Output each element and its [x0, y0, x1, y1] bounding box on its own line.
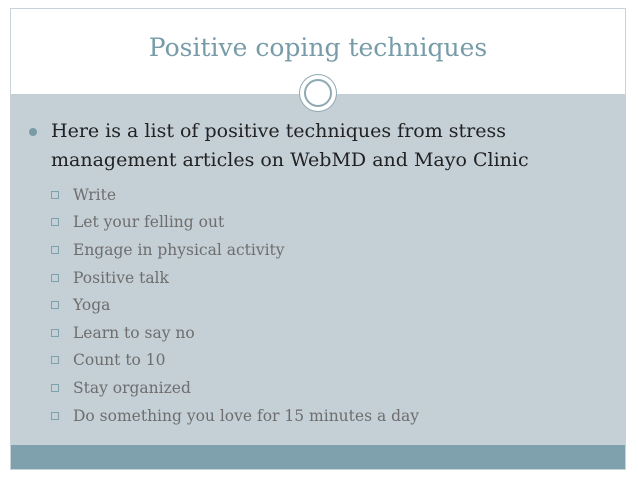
- list-item-label: Let your felling out: [73, 213, 225, 232]
- footer-bar: [11, 445, 625, 469]
- list-item: [51, 181, 611, 209]
- square-bullet-icon: [51, 356, 59, 364]
- list-item-label: Positive talk: [73, 268, 169, 287]
- square-bullet-icon: [51, 412, 59, 420]
- circle-ornament-icon: [300, 75, 336, 111]
- list-item: [51, 236, 611, 264]
- square-bullet-icon: [51, 329, 59, 337]
- list-item-label: Engage in physical activity: [73, 240, 285, 259]
- technique-list: [51, 181, 611, 429]
- list-item-label: Write: [73, 185, 117, 204]
- slide: [10, 8, 626, 470]
- list-item-label: Count to 10: [73, 351, 166, 370]
- list-item: [51, 347, 611, 375]
- slide-title: Positive coping techniques: [148, 33, 488, 62]
- list-item-label: Stay organized: [73, 378, 191, 397]
- square-bullet-icon: [51, 301, 59, 309]
- square-bullet-icon: [51, 218, 59, 226]
- list-item-label: Yoga: [73, 296, 111, 315]
- list-item: [51, 374, 611, 402]
- square-bullet-icon: [51, 246, 59, 254]
- list-item-label: Do something you love for 15 minutes a day: [73, 406, 420, 425]
- square-bullet-icon: [51, 384, 59, 392]
- square-bullet-icon: [51, 191, 59, 199]
- round-bullet-icon: [29, 128, 37, 136]
- list-item: [51, 402, 611, 430]
- main-point-text: Here is a list of positive techniques from stress management articles on WebMD and Mayo Clinic: [51, 120, 529, 171]
- list-item-label: Learn to say no: [73, 323, 195, 342]
- circle-inner-ring: [304, 79, 332, 107]
- square-bullet-icon: [51, 274, 59, 282]
- main-bullet-point: [29, 117, 609, 175]
- list-item: [51, 319, 611, 347]
- list-item: [51, 264, 611, 292]
- list-item: [51, 209, 611, 237]
- list-item: [51, 291, 611, 319]
